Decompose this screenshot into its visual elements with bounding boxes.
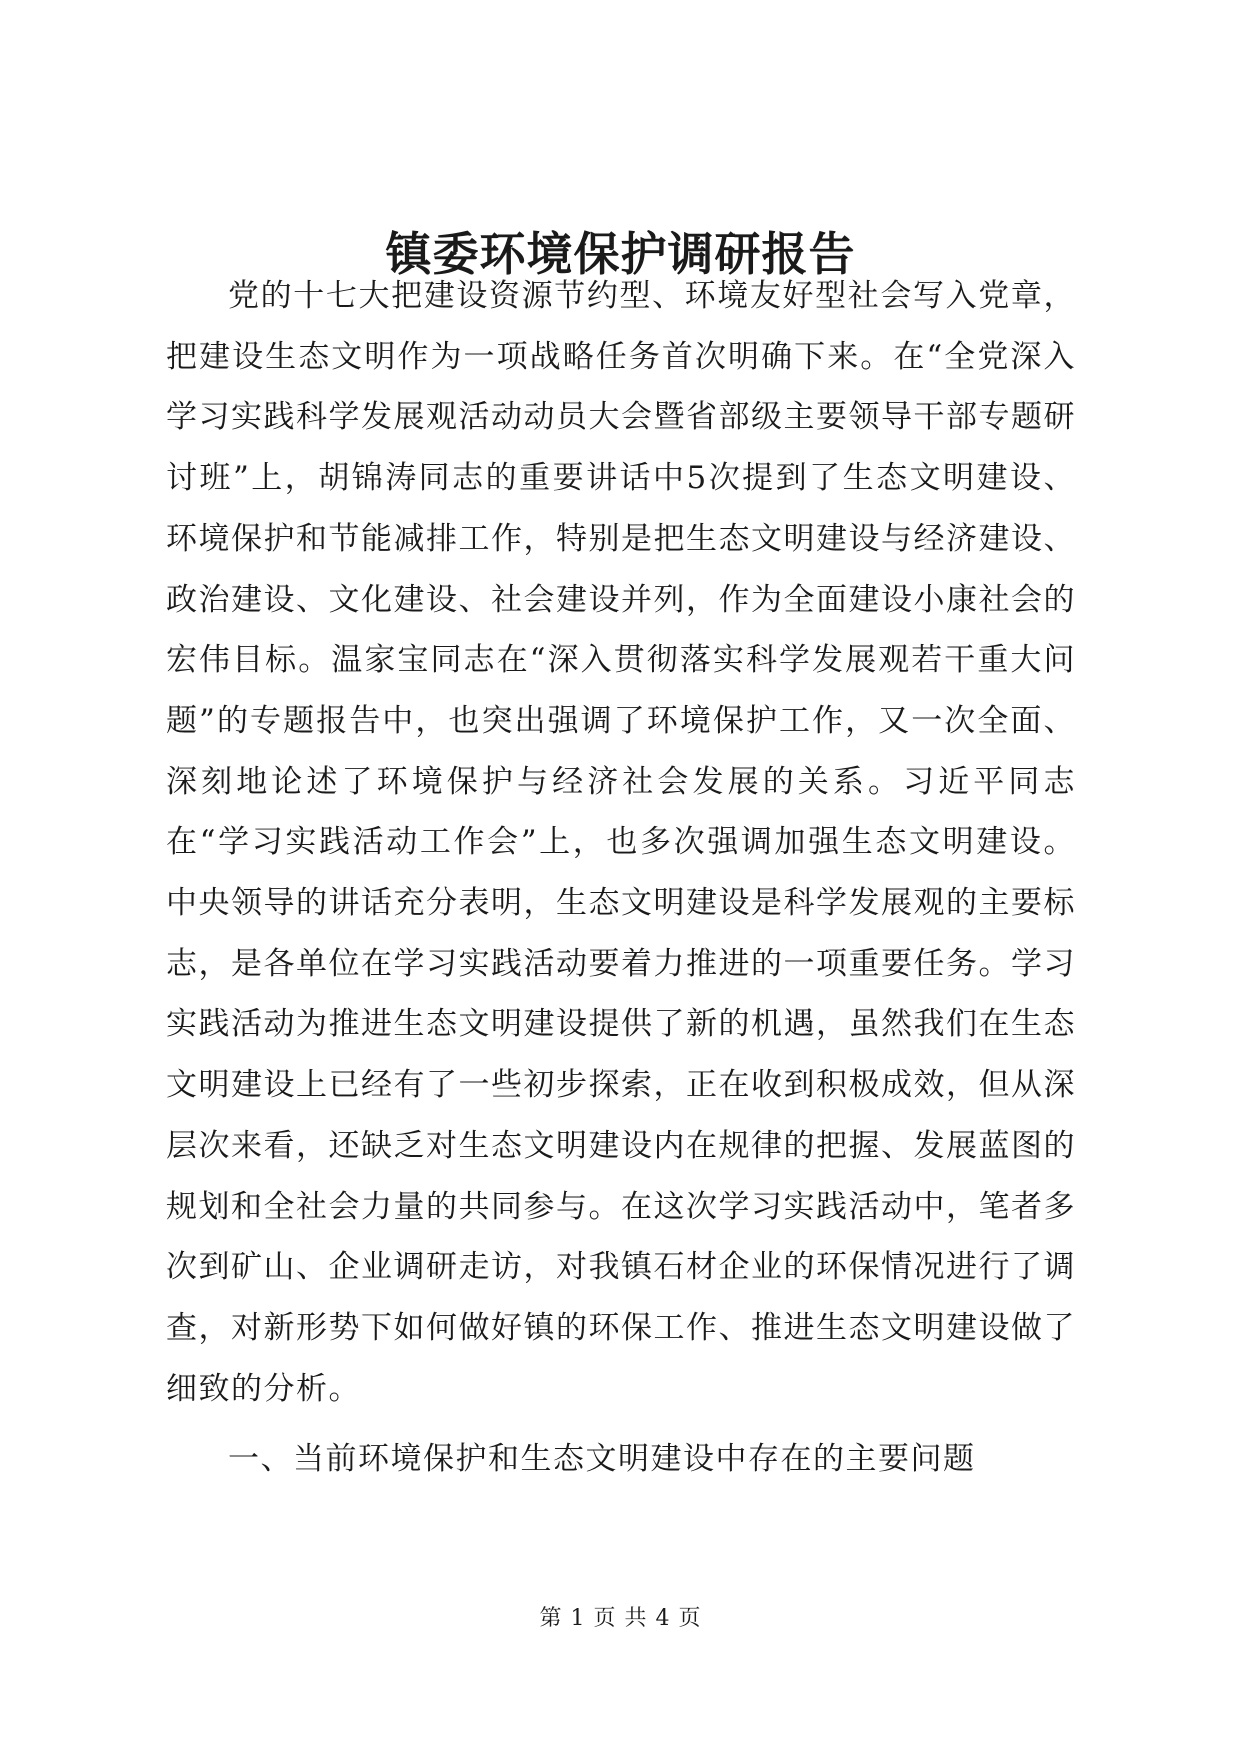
document-body — [166, 266, 1076, 1490]
document-title: 镇委环境保护调研报告 — [385, 227, 856, 281]
section-heading: 一、当前环境保护和生态文明建设中存在的主要问题 — [228, 1441, 976, 1478]
body-paragraph: 党的十七大把建设资源节约型、环境友好型社会写入党章，把建设生态文明作为一项战略任务首次明确下来。在“全党深入学习实践科学发展观活动动员大会暨省部级主要领导干部专题研讨班”上，胡锦涛同志的重要讲话中5次提到了生态文明建设、环境保护和节能减排工作，特别是把生态文明建设与经济建设、政治建设、文化建设、社会建设并列，作为全面建设小康社会的宏伟目标。温家宝同志在“深入贯彻落实科学发展观若干重大问题”的专题报告中，也突出强调了环境保护工作，又一次全面、深刻地论述了环境保护与经济社会发展的关系。习近平同志在“学习实践活动工作会”上，也多次强调加强生态文明建设。中央领导的讲话充分表明，生态文明建设是科学发展观的主要标志，是各单位在学习实践活动要着力推进的一项重要任务。学习实践活动为推进生态文明建设提供了新的机遇，虽然我们在生态文明建设上已经有了一些初步探索，正在收到积极成效，但从深层次来看，还缺乏对生态文明建设内在规律的把握、发展蓝图的规划和全社会力量的共同参与。在这次学习实践活动中，笔者多次到矿山、企业调研走访，对我镇石材企业的环保情况进行了调查，对新形势下如何做好镇的环保工作、推进生态文明建设做了细致的分析。 — [166, 278, 1076, 1407]
page-footer: 第 1 页 共 4 页 — [539, 1606, 702, 1631]
